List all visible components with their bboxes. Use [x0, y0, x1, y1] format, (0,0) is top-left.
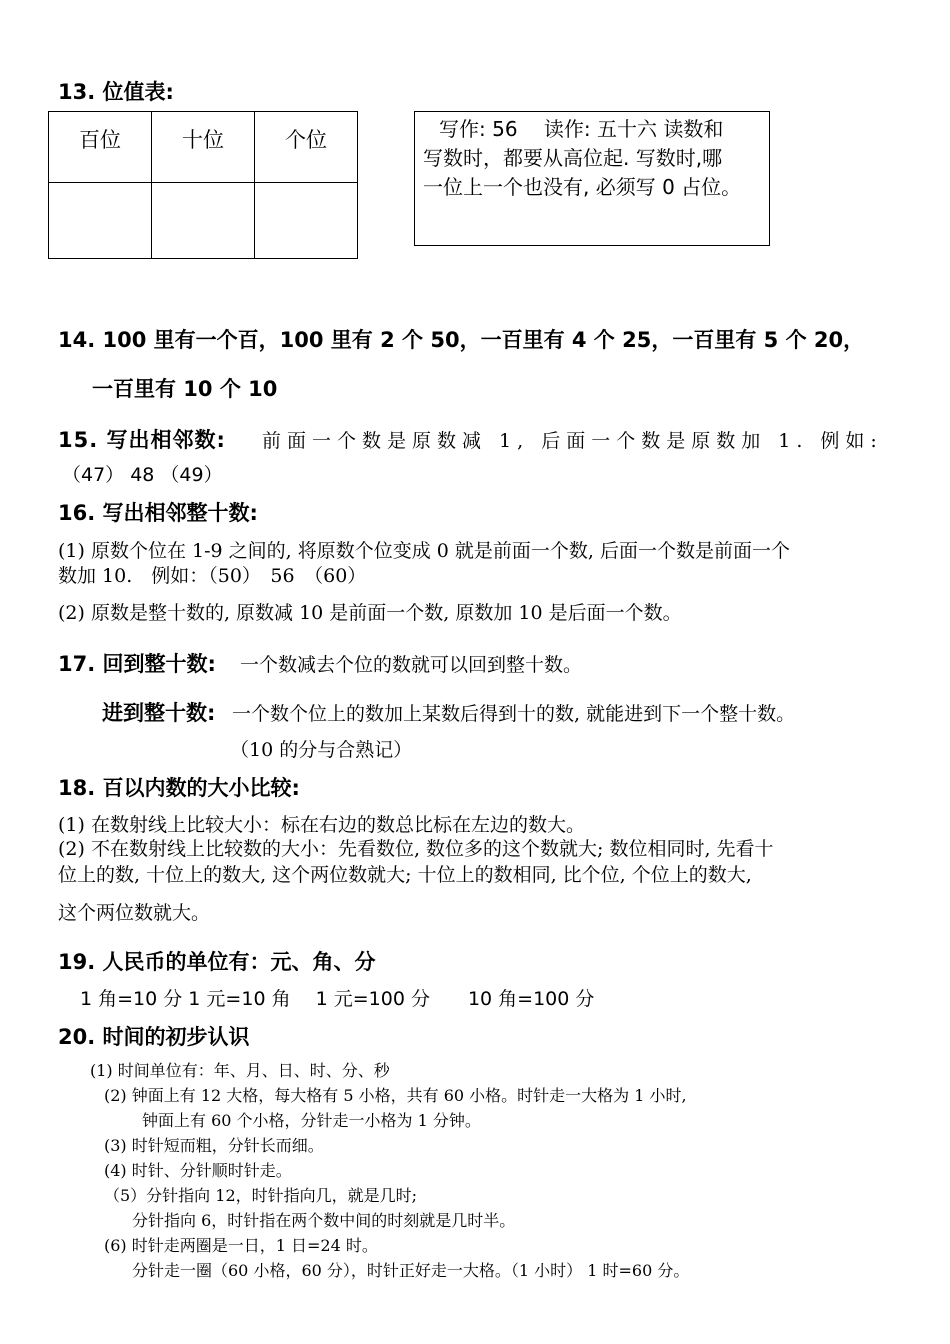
section-17-title2: 进到整十数:: [102, 701, 216, 725]
section-16-p1-line1: (1) 原数个位在 1-9 之间的, 将原数个位变成 0 就是前面一个数, 后面一个数是前面一个: [58, 540, 790, 562]
section-18-line1: (1) 在数射线上比较大小：标在右边的数总比标在左边的数大。: [58, 814, 585, 836]
section-20-line: 分针走一圈（60 小格，60 分），时针正好走一大格。（1 小时） 1 时=60 分。: [132, 1261, 690, 1280]
section-20-line: (4) 时针、分针顺时针走。: [104, 1161, 292, 1180]
section-15-text: 前面一个数是原数减 1, 后面一个数是原数加 1. 例如:: [262, 430, 883, 452]
section-20-line: (6) 时针走两圈是一日，1 日=24 时。: [104, 1236, 378, 1255]
section-16-p2: (2) 原数是整十数的, 原数减 10 是前面一个数, 原数加 10 是后面一个数。: [58, 602, 682, 624]
cell-tens: [152, 183, 255, 259]
section-14-line2: 一百里有 10 个 10: [92, 377, 278, 401]
section-15-example: （47） 48 （49）: [62, 464, 223, 486]
cell-hundreds: [49, 183, 152, 259]
section-19-text: 1 角=10 分 1 元=10 角 1 元=100 分 10 角=100 分: [80, 988, 595, 1010]
note-line: 写作: 56 读作: 五十六 读数和: [439, 117, 724, 141]
section-16-title: 16. 写出相邻整十数:: [58, 501, 258, 525]
header-ones: 个位: [255, 112, 358, 183]
section-13-title: 13. 位值表:: [58, 80, 174, 104]
section-16-p1-line2: 数加 10. 例如：（50） 56 （60）: [58, 565, 367, 587]
section-17-title: 17. 回到整十数:: [58, 652, 216, 676]
section-20-line: （5）分针指向 12，时针指向几，就是几时;: [104, 1186, 418, 1205]
place-value-table: [48, 111, 358, 259]
section-18-title: 18. 百以内数的大小比较:: [58, 776, 300, 800]
section-18-line3: 位上的数, 十位上的数大, 这个两位数就大; 十位上的数相同, 比个位, 个位上的数大,: [58, 864, 752, 886]
section-20-line: 分针指向 6，时针指在两个数中间的时刻就是几时半。: [132, 1211, 516, 1230]
section-20-line: 钟面上有 60 个小格，分针走一小格为 1 分钟。: [142, 1111, 481, 1130]
section-20-title: 20. 时间的初步认识: [58, 1025, 250, 1049]
section-17-note: （10 的分与合熟记）: [230, 739, 413, 761]
header-tens: 十位: [152, 112, 255, 183]
section-19-title: 19. 人民币的单位有：元、角、分: [58, 950, 376, 974]
note-line: 写数时，都要从高位起. 写数时,哪: [423, 146, 723, 170]
read-write-note: [414, 111, 770, 246]
section-17-text: 一个数减去个位的数就可以回到整十数。: [240, 654, 583, 676]
section-18-line4: 这个两位数就大。: [58, 902, 211, 924]
section-15-title: 15. 写出相邻数:: [58, 428, 226, 452]
section-20-line: (3) 时针短而粗，分针长而细。: [104, 1136, 324, 1155]
note-line: 一位上一个也没有, 必须写 0 占位。: [423, 175, 742, 199]
cell-ones: [255, 183, 358, 259]
section-20-line: (2) 钟面上有 12 大格，每大格有 5 小格，共有 60 小格。时针走一大格为 1 小时,: [104, 1086, 687, 1105]
section-20-line: (1) 时间单位有：年、月、日、时、分、秒: [90, 1061, 390, 1080]
header-hundreds: 百位: [49, 112, 152, 183]
section-17-text2: 一个数个位上的数加上某数后得到十的数, 就能进到下一个整十数。: [232, 703, 796, 725]
section-14-line1: 14. 100 里有一个百，100 里有 2 个 50，一百里有 4 个 25，一百里有 5 个 20，: [58, 328, 865, 352]
section-18-line2: (2) 不在数射线上比较数的大小：先看数位, 数位多的这个数就大; 数位相同时, 先看十: [58, 838, 774, 860]
